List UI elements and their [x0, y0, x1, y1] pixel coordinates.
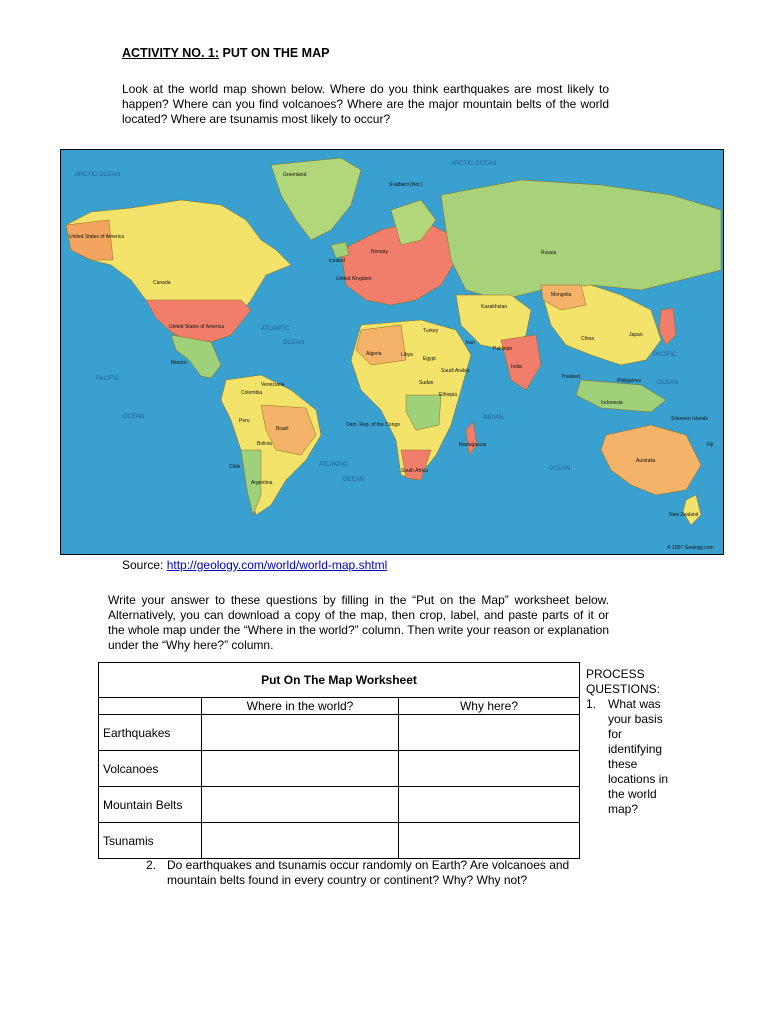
source-label: Source:	[122, 558, 164, 572]
map-label-pacific-right-b: OCEAN	[657, 380, 679, 386]
map-label-pakistan: Pakistan	[493, 346, 513, 352]
worksheet-row-label: Earthquakes	[99, 715, 202, 751]
map-label-usa-alaska: United States of America	[69, 234, 125, 240]
world-map	[60, 149, 724, 555]
map-label-algeria: Algeria	[366, 351, 382, 357]
map-label-venezuela: Venezuela	[261, 382, 285, 388]
worksheet-title: Put On The Map Worksheet	[99, 663, 580, 698]
map-label-saudi-arabia: Saudi Arabia	[441, 368, 470, 374]
activity-heading	[122, 46, 329, 60]
map-label-atlantic-2b: OCEAN	[343, 477, 365, 483]
map-label-colombia: Colombia	[241, 390, 263, 396]
map-label-russia: Russia	[541, 250, 557, 256]
activity-title: PUT ON THE MAP	[222, 46, 330, 60]
map-label-solomon: Solomon Islands	[671, 416, 708, 422]
worksheet-where-cell[interactable]	[202, 823, 399, 859]
map-label-thailand: Thailand	[561, 374, 581, 380]
map-label-iran: Iran	[466, 340, 475, 346]
map-label-arctic-top: ARCTIC OCEAN	[451, 161, 497, 167]
question-2-text: Do earthquakes and tsunamis occur randomly on Earth? Are volcanoes and mountain belts found in every country or continent? Why? Why not?	[167, 858, 570, 887]
map-label-indonesia: Indonesia	[601, 400, 623, 406]
worksheet-why-cell[interactable]	[399, 787, 580, 823]
map-label-japan: Japan	[629, 332, 643, 338]
worksheet-why-cell[interactable]	[399, 751, 580, 787]
map-label-svalbard: Svalbard (Nor.)	[389, 182, 423, 188]
map-label-atlantic-2: ATLANTIC	[319, 462, 348, 468]
map-label-ethiopia: Ethiopia	[439, 392, 458, 398]
map-label-sudan: Sudan	[419, 380, 434, 386]
map-label-canada: Canada	[153, 280, 171, 286]
map-label-india: India	[511, 364, 522, 370]
map-label-atlantic-1b: OCEAN	[283, 340, 305, 346]
map-label-argentina: Argentina	[251, 480, 273, 486]
map-label-australia: Australia	[636, 458, 656, 464]
map-copyright: © 2007 Geology.com	[667, 545, 714, 551]
map-label-mexico: Mexico	[171, 360, 187, 366]
worksheet-why-cell[interactable]	[399, 715, 580, 751]
worksheet-where-cell[interactable]	[202, 787, 399, 823]
intro-paragraph: Look at the world map shown below. Where do you think earthquakes are most likely to happen? Where can you find volcanoes? Where are the major mountain belts of the world located? Where are tsunamis most likely to occur?	[122, 82, 609, 126]
map-label-arctic-left: ARCTIC OCEAN	[75, 172, 121, 178]
map-label-indian-b: OCEAN	[549, 466, 571, 472]
map-label-new-zealand: New Zealand	[669, 512, 699, 518]
map-label-turkey: Turkey	[423, 328, 439, 334]
map-label-bolivia: Bolivia	[257, 441, 272, 447]
instructions-paragraph: Write your answer to these questions by filling in the “Put on the Map” worksheet below. Alternatively, you can download a copy of the map, then crop, label, and paste parts of it or the whole map under the “Where in the world?” column. Then write your reason or explanation under the “Why here?” column.	[108, 593, 609, 652]
map-label-egypt: Egypt	[423, 356, 436, 362]
process-questions-heading: PROCESS QUESTIONS:	[586, 667, 661, 696]
worksheet-where-cell[interactable]	[202, 751, 399, 787]
worksheet-row-label: Tsunamis	[99, 823, 202, 859]
activity-number: ACTIVITY NO. 1:	[122, 46, 220, 60]
map-label-kazakhstan: Kazakhstan	[481, 304, 508, 310]
question-1-text: What was your basis for identifying these locations in the world map?	[608, 697, 669, 816]
map-label-greenland: Greenland	[283, 172, 307, 178]
map-label-mongolia: Mongolia	[551, 292, 572, 298]
worksheet-header-where: Where in the world?	[202, 698, 399, 715]
question-2-number: 2.	[146, 858, 157, 872]
world-map-graphic	[61, 150, 723, 554]
map-label-pacific-right: PACIFIC	[653, 352, 677, 358]
worksheet-why-cell[interactable]	[399, 823, 580, 859]
worksheet-row-label: Volcanoes	[99, 751, 202, 787]
source-line	[122, 558, 387, 572]
map-label-peru: Peru	[239, 418, 250, 424]
worksheet-header-why: Why here?	[399, 698, 580, 715]
map-label-pacific-left-b: OCEAN	[123, 414, 145, 420]
map-label-chile: Chile	[229, 464, 241, 470]
map-label-uk: United Kingdom	[336, 276, 372, 282]
source-link[interactable]: http://geology.com/world/world-map.shtml	[166, 558, 388, 572]
map-label-madagascar: Madagascar	[459, 442, 487, 448]
question-1-number: 1.	[586, 697, 597, 711]
map-label-pacific-left: PACIFIC	[96, 376, 120, 382]
map-label-indian: INDIAN	[483, 415, 504, 421]
map-label-south-africa: South Africa	[401, 468, 428, 474]
map-label-philippines: Philippines	[617, 378, 642, 384]
map-label-fiji: Fiji	[707, 442, 714, 448]
worksheet-header-blank	[99, 698, 202, 715]
map-label-brazil: Brazil	[276, 426, 289, 432]
map-label-iceland: Iceland	[329, 258, 346, 264]
map-label-libya: Libya	[401, 352, 413, 358]
map-label-atlantic-1: ATLANTIC	[261, 326, 290, 332]
process-questions	[586, 667, 676, 816]
worksheet-row-label: Mountain Belts	[99, 787, 202, 823]
map-label-norway: Norway	[371, 249, 388, 255]
map-label-dr-congo: Dem. Rep. of the Congo	[346, 422, 400, 428]
worksheet-where-cell[interactable]	[202, 715, 399, 751]
worksheet-table	[98, 662, 580, 859]
map-label-china: China	[581, 336, 595, 342]
map-label-usa: United States of America	[169, 324, 225, 330]
